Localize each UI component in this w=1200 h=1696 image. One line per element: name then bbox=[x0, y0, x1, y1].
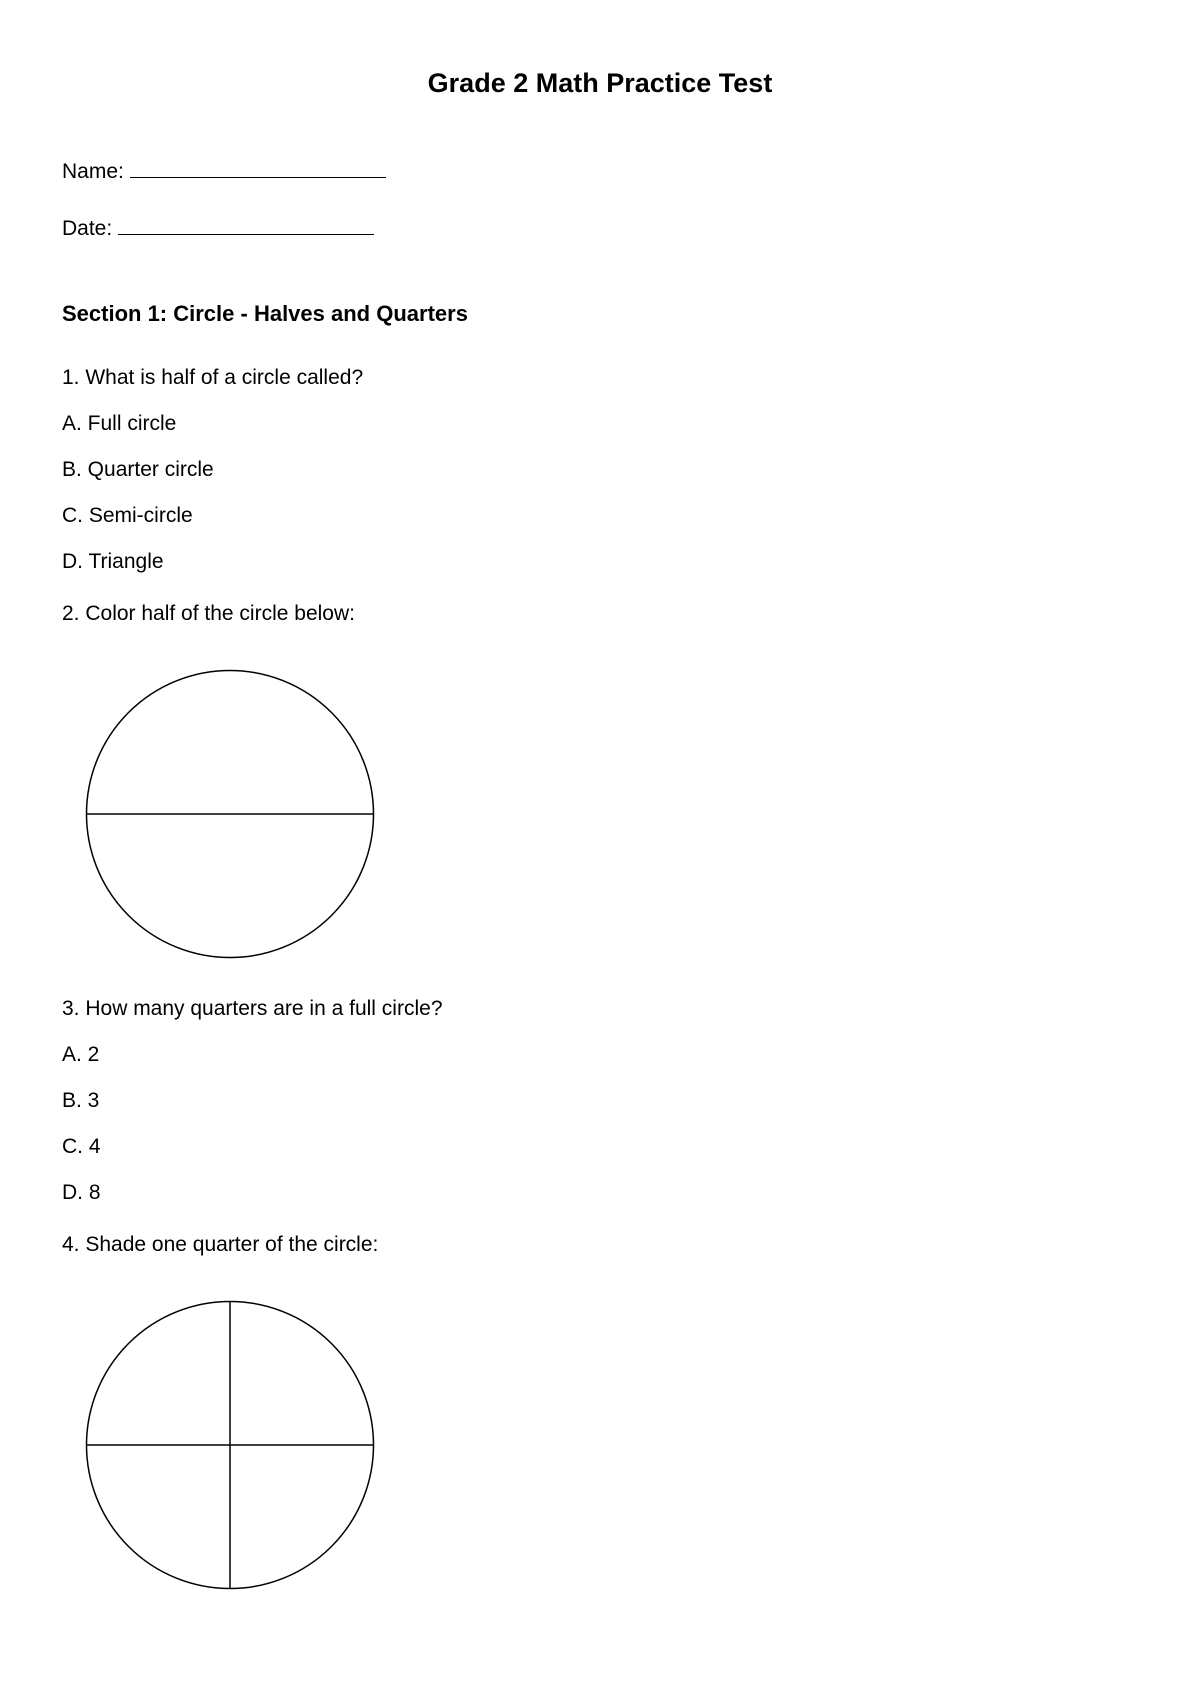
question-3-option-b: B. 3 bbox=[62, 1089, 100, 1112]
name-label: Name: bbox=[62, 160, 124, 183]
question-1-prompt: 1. What is half of a circle called? bbox=[62, 366, 364, 389]
section-heading: Section 1: Circle - Halves and Quarters bbox=[62, 301, 468, 326]
date-field bbox=[62, 214, 374, 242]
question-2-prompt: 2. Color half of the circle below: bbox=[62, 602, 355, 625]
page-title: Grade 2 Math Practice Test bbox=[427, 68, 773, 98]
question-3-option-a: A. 2 bbox=[62, 1043, 100, 1066]
date-label: Date: bbox=[62, 217, 113, 240]
question-4-prompt: 4. Shade one quarter of the circle: bbox=[62, 1233, 379, 1256]
halves-circle-svg bbox=[84, 668, 376, 960]
question-3-option-d: D. 8 bbox=[62, 1181, 101, 1204]
name-blank-line[interactable] bbox=[130, 157, 386, 178]
question-1-option-d: D. Triangle bbox=[62, 550, 164, 573]
quarters-circle-svg bbox=[84, 1299, 376, 1591]
name-field bbox=[62, 157, 386, 185]
question-1-option-b: B. Quarter circle bbox=[62, 458, 214, 481]
halves-circle-figure[interactable] bbox=[84, 668, 376, 960]
quarters-circle-figure[interactable] bbox=[84, 1299, 376, 1591]
date-blank-line[interactable] bbox=[118, 214, 374, 235]
question-3-prompt: 3. How many quarters are in a full circle? bbox=[62, 997, 443, 1020]
question-1-option-c: C. Semi-circle bbox=[62, 504, 193, 527]
question-3-option-c: C. 4 bbox=[62, 1135, 101, 1158]
question-1-option-a: A. Full circle bbox=[62, 412, 177, 435]
